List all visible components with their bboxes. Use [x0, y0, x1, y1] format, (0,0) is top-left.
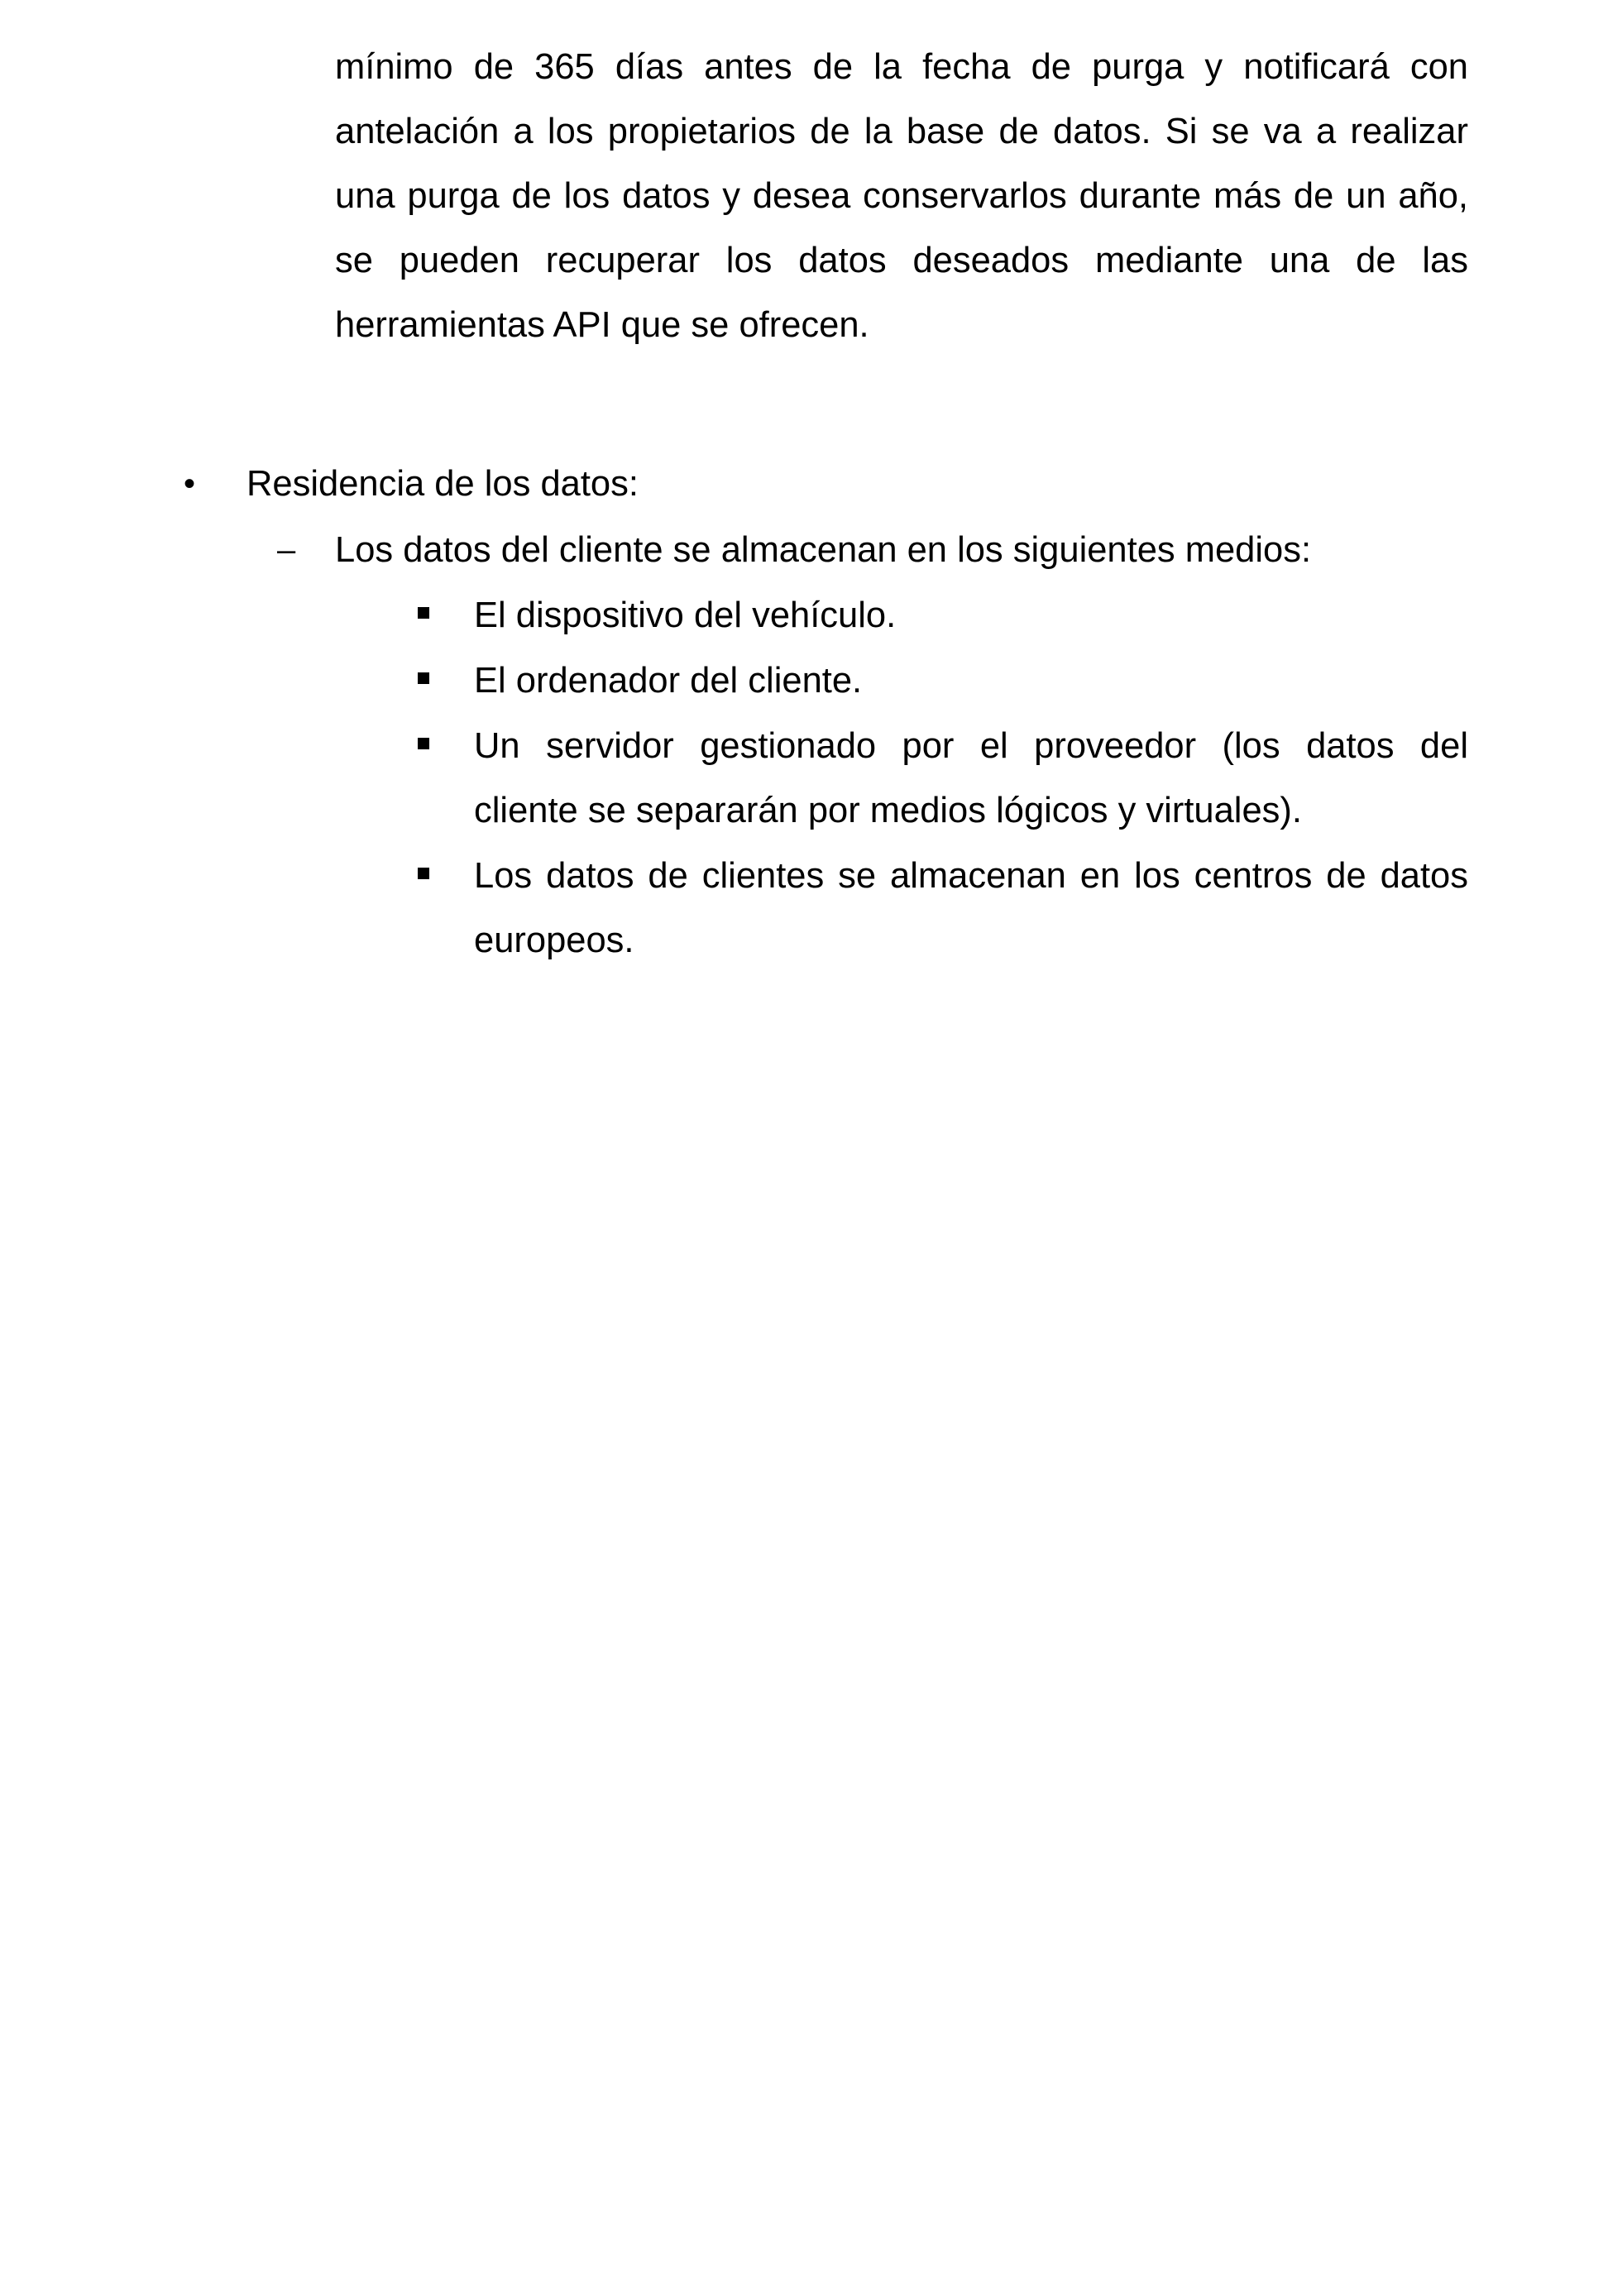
- list-item-text: El ordenador del cliente.: [474, 661, 863, 701]
- retention-paragraph: [335, 35, 1468, 357]
- list-item-text: El dispositivo del vehículo.: [474, 596, 897, 635]
- paragraph-line: antelación a los propietarios de la base de datos. Si se va a realizar: [335, 112, 1468, 151]
- square-bullet-icon: [418, 648, 429, 713]
- dash-icon: –: [277, 532, 296, 568]
- square-bullet-icon: [418, 583, 429, 648]
- list-item-text: Los datos de clientes se almacenan en los centros de datos: [474, 856, 1468, 896]
- list-heading: Residencia de los datos:: [246, 464, 639, 504]
- list-subheading: Los datos del cliente se almacenan en los siguientes medios:: [335, 530, 1312, 570]
- paragraph-line: se pueden recuperar los datos deseados mediante una de las: [335, 241, 1468, 280]
- list-item-text: europeos.: [474, 921, 634, 960]
- square-bullet-icon: [418, 844, 429, 908]
- square-bullet-icon: [418, 714, 429, 778]
- list-item-text: cliente se separarán por medios lógicos y virtuales).: [474, 791, 1302, 830]
- bullet-icon: •: [184, 466, 196, 502]
- list-item-text: Un servidor gestionado por el proveedor (los datos del: [474, 726, 1468, 766]
- paragraph-line: una purga de los datos y desea conservarlos durante más de un año,: [335, 176, 1468, 216]
- paragraph-line: mínimo de 365 días antes de la fecha de purga y notificará con: [335, 47, 1468, 87]
- paragraph-line: herramientas API que se ofrecen.: [335, 305, 869, 345]
